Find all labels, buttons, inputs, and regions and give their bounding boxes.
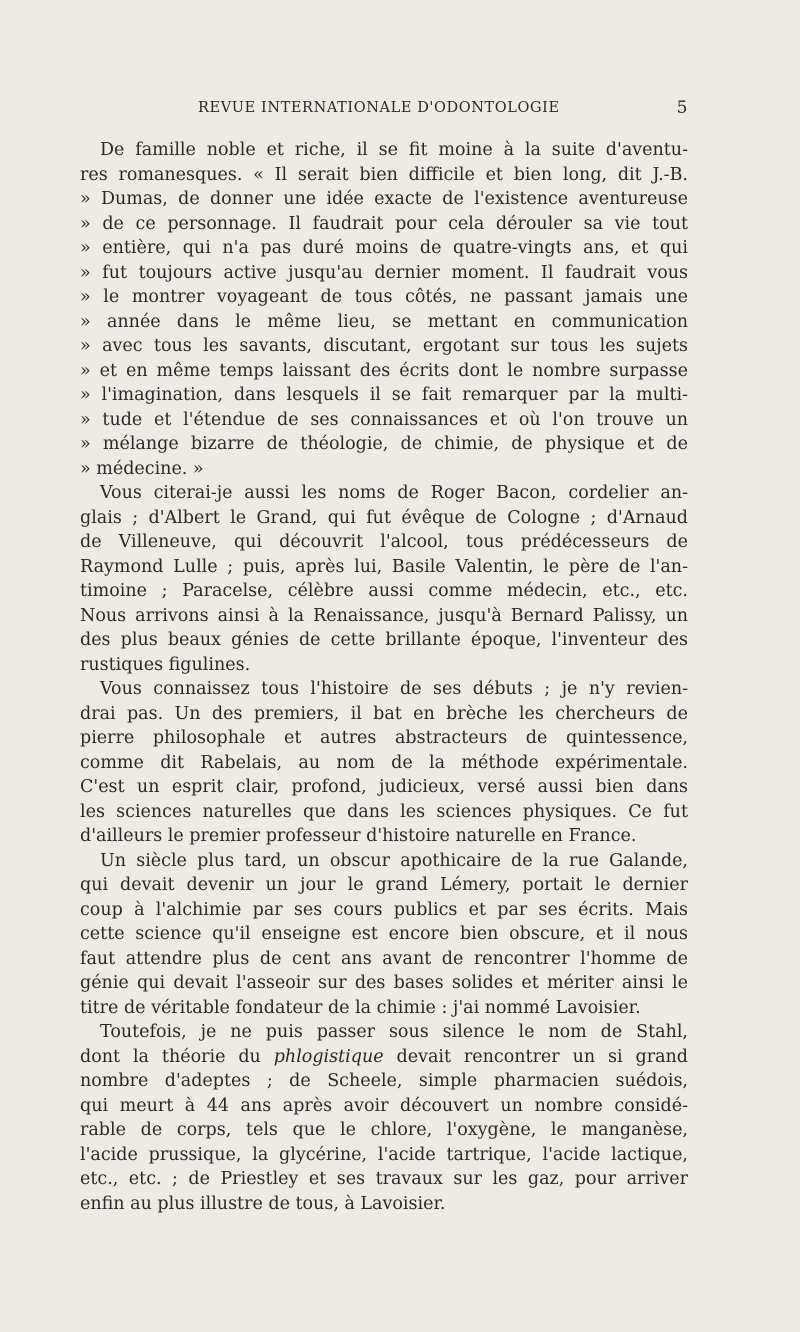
text-line: coup à l'alchimie par ses cours publics et par ses écrits. Mais xyxy=(80,899,688,920)
text-line: » avec tous les savants, discutant, ergotant sur tous les sujets xyxy=(80,336,688,356)
text-line: etc., etc. ; de Priestley et ses travaux sur les gaz, pour arriver xyxy=(80,1169,688,1189)
text-line: » mélange bizarre de théologie, de chimie, de physique et de xyxy=(80,434,688,454)
text-line: Toutefois, je ne puis passer sous silence le nom de Stahl, xyxy=(100,1022,688,1042)
text-line: titre de véritable fondateur de la chimie : j'ai nommé Lavoisier. xyxy=(80,997,641,1018)
text-line: faut attendre plus de cent ans avant de rencontrer l'homme de xyxy=(80,948,688,969)
text-line: d'ailleurs le premier professeur d'histoire naturelle en France. xyxy=(80,826,637,846)
text-line: De famille noble et riche, il se fit moine à la suite d'aventu- xyxy=(100,140,688,160)
text-line: génie qui devait l'asseoir sur des bases solides et mériter ainsi le xyxy=(80,973,688,993)
text-line: Un siècle plus tard, un obscur apothicaire de la rue Galande, xyxy=(100,850,688,871)
text-line: » année dans le même lieu, se mettant en communication xyxy=(80,311,688,332)
text-line: pierre philosophale et autres abstracteurs de quintessence, xyxy=(80,728,688,748)
text-line: » fut toujours active jusqu'au dernier moment. Il faudrait vous xyxy=(80,262,688,283)
text-line: dont la théorie du phlogistique devait rencontrer un si grand xyxy=(80,1046,688,1067)
text-line: C'est un esprit clair, profond, judicieux, versé aussi bien dans xyxy=(80,777,688,797)
text-line: Raymond Lulle ; puis, après lui, Basile Valentin, le père de l'an- xyxy=(80,556,688,577)
text-line: cette science qu'il enseigne est encore bien obscure, et il nous xyxy=(80,924,688,944)
text-line: res romanesques. « Il serait bien difficile et bien long, dit J.-B. xyxy=(80,164,688,185)
text-line: drai pas. Un des premiers, il bat en brèche les chercheurs de xyxy=(80,703,688,724)
text-line: » de ce personnage. Il faudrait pour cela dérouler sa vie tout xyxy=(80,213,688,234)
text-line: » tude et l'étendue de ses connaissances et où l'on trouve un xyxy=(80,409,688,430)
text-line: des plus beaux génies de cette brillante époque, l'inventeur des xyxy=(80,630,688,650)
text-line: comme dit Rabelais, au nom de la méthode expérimentale. xyxy=(80,752,688,773)
text-line: glais ; d'Albert le Grand, qui fut évêque de Cologne ; d'Arnaud xyxy=(80,507,688,528)
text-line: rable de corps, tels que le chlore, l'oxygène, le manganèse, xyxy=(80,1120,688,1140)
text-line: » le montrer voyageant de tous côtés, ne passant jamais une xyxy=(80,287,688,307)
text-line: nombre d'adeptes ; de Scheele, simple pharmacien suédois, xyxy=(80,1071,688,1091)
text-line: rustiques figulines. xyxy=(80,654,251,675)
text-line: Vous connaissez tous l'histoire de ses débuts ; je n'y revien- xyxy=(100,679,688,699)
text-line: Vous citerai-je aussi les noms de Roger Bacon, cordelier an- xyxy=(100,483,688,503)
body-text xyxy=(80,138,688,1216)
text-line: » médecine. » xyxy=(80,458,204,479)
text-line: Nous arrivons ainsi à la Renaissance, jusqu'à Bernard Palissy, un xyxy=(80,605,688,626)
text-line: qui devait devenir un jour le grand Lémery, portait le dernier xyxy=(80,875,688,895)
text-line: » l'imagination, dans lesquels il se fait remarquer par la multi- xyxy=(80,385,688,405)
text-line: » et en même temps laissant des écrits dont le nombre surpasse xyxy=(80,360,688,381)
text-line: timoine ; Paracelse, célèbre aussi comme médecin, etc., etc. xyxy=(80,581,688,601)
text-line: » Dumas, de donner une idée exacte de l'existence aventureuse xyxy=(80,189,688,209)
text-line: l'acide prussique, la glycérine, l'acide tartrique, l'acide lactique, xyxy=(80,1144,688,1165)
text-line: » entière, qui n'a pas duré moins de quatre-vingts ans, et qui xyxy=(80,238,688,258)
text-line: enfin au plus illustre de tous, à Lavoisier. xyxy=(80,1193,446,1214)
text-line: qui meurt à 44 ans après avoir découvert un nombre considé- xyxy=(80,1095,688,1116)
page-number: 5 xyxy=(676,98,688,118)
running-title: REVUE INTERNATIONALE D'ODONTOLOGIE xyxy=(198,100,560,116)
text-line: de Villeneuve, qui découvrit l'alcool, tous prédécesseurs de xyxy=(80,532,688,552)
text-line: les sciences naturelles que dans les sciences physiques. Ce fut xyxy=(80,801,688,822)
